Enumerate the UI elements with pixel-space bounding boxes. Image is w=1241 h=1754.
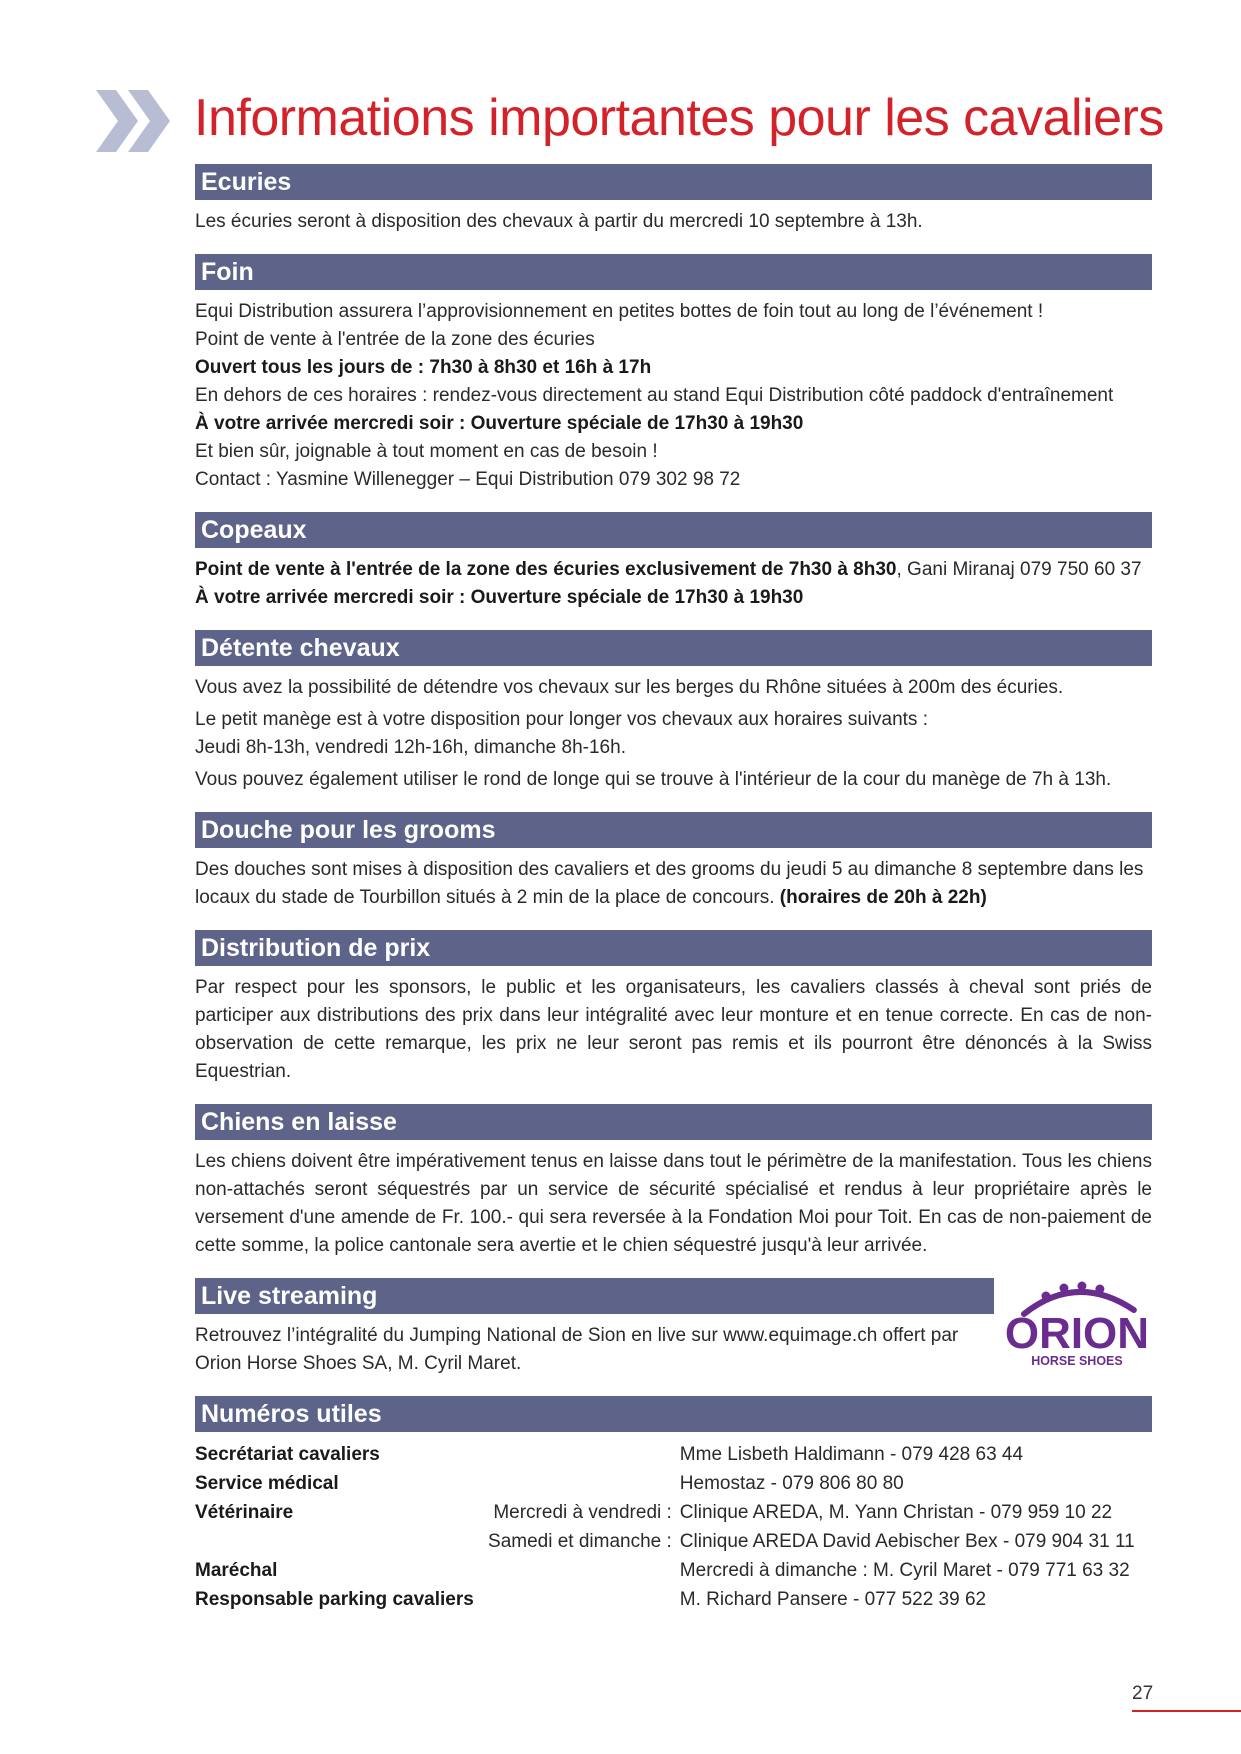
paragraph: Point de vente à l'entrée de la zone des écuries <box>195 329 595 350</box>
logo-main-text: ORION <box>1005 1308 1150 1358</box>
section-numeros <box>195 1396 1152 1614</box>
section-heading: Numéros utiles <box>195 1396 1152 1432</box>
contact-value: Mme Lisbeth Haldimann - 079 428 63 44 <box>679 1444 1024 1465</box>
logo-sub-text: HORSE SHOES <box>1031 1353 1123 1368</box>
section-detente <box>195 630 1152 794</box>
sale-point: Point de vente à l'entrée de la zone des écuries exclusivement de 7h30 à 8h30 <box>195 559 897 580</box>
paragraph: Jeudi 8h-13h, vendredi 12h-16h, dimanche 8h-16h. <box>195 737 626 758</box>
section-copeaux <box>195 512 1152 612</box>
paragraph: Les écuries seront à disposition des chevaux à partir du mercredi 10 septembre à 13h. <box>195 211 923 232</box>
paragraph: En dehors de ces horaires : rendez-vous directement au stand Equi Distribution côté paddock d'entraînement <box>195 385 1114 406</box>
shower-hours: (horaires de 20h à 22h) <box>779 887 987 908</box>
paragraph: Vous pouvez également utiliser le rond de longe qui se trouve à l'intérieur de la cour du manège de 7h à 13h. <box>195 769 1112 790</box>
section-heading: Copeaux <box>195 512 1152 548</box>
section-heading: Douche pour les grooms <box>195 812 1152 848</box>
paragraph: Vous avez la possibilité de détendre vos chevaux sur les berges du Rhône situées à 200m des écuries. <box>195 677 1064 698</box>
paragraph: Par respect pour les sponsors, le public et les organisateurs, les cavaliers classés à cheval sont priés de participer aux distributions des prix dans leur intégralité avec leur monture et en tenue correcte. En cas de non-observation de cette remarque, les prix ne leur seront pas remis et ils pourront être dénoncés à la Swiss Equestrian. <box>195 977 1152 1082</box>
table-row <box>195 1440 1152 1469</box>
contact-value: Mercredi à dimanche : M. Cyril Maret - 079 771 63 32 <box>679 1560 1130 1581</box>
contact-schedule: Mercredi à vendredi : <box>493 1502 672 1523</box>
section-heading: Distribution de prix <box>195 930 1152 966</box>
contacts-table <box>195 1440 1152 1614</box>
paragraph: Le petit manège est à votre disposition pour longer vos chevaux aux horaires suivants : <box>195 709 928 730</box>
contact-label: Maréchal <box>195 1560 278 1581</box>
contact-schedule: Samedi et dimanche : <box>488 1531 672 1552</box>
contact-value: Clinique AREDA, M. Yann Christan - 079 959 10 22 <box>679 1502 1113 1523</box>
section-heading: Foin <box>195 254 1152 290</box>
section-chiens <box>195 1104 1152 1260</box>
section-prix <box>195 930 1152 1086</box>
paragraph: Des douches sont mises à disposition des cavaliers et des grooms du jeudi 5 au dimanche 8 septembre dans les locaux du stade de Tourbillon situés à 2 min de la place de concours. <box>195 859 1144 908</box>
contact: , Gani Miranaj 079 750 60 37 <box>896 559 1142 580</box>
section-heading: Chiens en laisse <box>195 1104 1152 1140</box>
paragraph: Et bien sûr, joignable à tout moment en cas de besoin ! <box>195 441 658 462</box>
page-number: 27 <box>1132 1683 1154 1704</box>
contact-label: Secrétariat cavaliers <box>195 1444 380 1465</box>
section-foin <box>195 254 1152 494</box>
paragraph: Les chiens doivent être impérativement tenus en laisse dans tout le périmètre de la manifestation. Tous les chiens non-attachés seront séquestrés par un service de sécurité spécialisé et rendus à leur propriétaire après le versement d'une amende de Fr. 100.- qui sera reversée à la Fondation Moi pour Toit. En cas de non-paiement de cette somme, la police cantonale sera avertie et le chien séquestré jusqu'à leur arrivée. <box>195 1151 1152 1256</box>
section-live <box>195 1278 1152 1378</box>
contact-label: Responsable parking cavaliers <box>195 1589 474 1610</box>
opening-hours: Ouvert tous les jours de : 7h30 à 8h30 et 16h à 17h <box>195 357 652 378</box>
table-row <box>195 1585 1152 1614</box>
contact-label <box>195 1527 474 1556</box>
special-opening: À votre arrivée mercredi soir : Ouverture spéciale de 17h30 à 19h30 <box>195 587 804 608</box>
contact-label: Service médical <box>195 1473 339 1494</box>
table-row <box>195 1527 1152 1556</box>
page-title: Informations importantes pour les cavaliers <box>194 89 1164 147</box>
special-opening: À votre arrivée mercredi soir : Ouverture spéciale de 17h30 à 19h30 <box>195 413 804 434</box>
contact-value: Clinique AREDA David Aebischer Bex - 079 904 31 11 <box>679 1531 1135 1552</box>
contact-value: Hemostaz - 079 806 80 80 <box>679 1473 904 1494</box>
paragraph: Equi Distribution assurera l’approvisionnement en petites bottes de foin tout au long de l’événement ! <box>195 301 1044 322</box>
section-douche <box>195 812 1152 912</box>
contact: Contact : Yasmine Willenegger – Equi Distribution 079 302 98 72 <box>195 469 741 490</box>
section-heading: Détente chevaux <box>195 630 1152 666</box>
section-heading: Live streaming <box>195 1278 994 1314</box>
page-number-rule <box>1132 1710 1241 1712</box>
contact-schedule <box>474 1469 680 1498</box>
section-ecuries <box>195 164 1152 236</box>
paragraph: Retrouvez l’intégralité du Jumping National de Sion en live sur www.equimage.ch offert par Orion Horse Shoes SA, M. Cyril Maret. <box>195 1325 959 1374</box>
contact-value: M. Richard Pansere - 077 522 39 62 <box>679 1589 987 1610</box>
table-row <box>195 1498 1152 1527</box>
content <box>195 164 1152 1632</box>
table-row <box>195 1556 1152 1585</box>
contact-schedule <box>474 1556 680 1585</box>
contact-schedule <box>474 1585 680 1614</box>
contact-schedule <box>474 1440 680 1469</box>
section-heading: Ecuries <box>195 164 1152 200</box>
orion-horse-shoes-logo <box>1002 1274 1152 1374</box>
table-row <box>195 1469 1152 1498</box>
contact-label: Vétérinaire <box>195 1502 294 1523</box>
double-chevron-icon <box>96 90 176 152</box>
